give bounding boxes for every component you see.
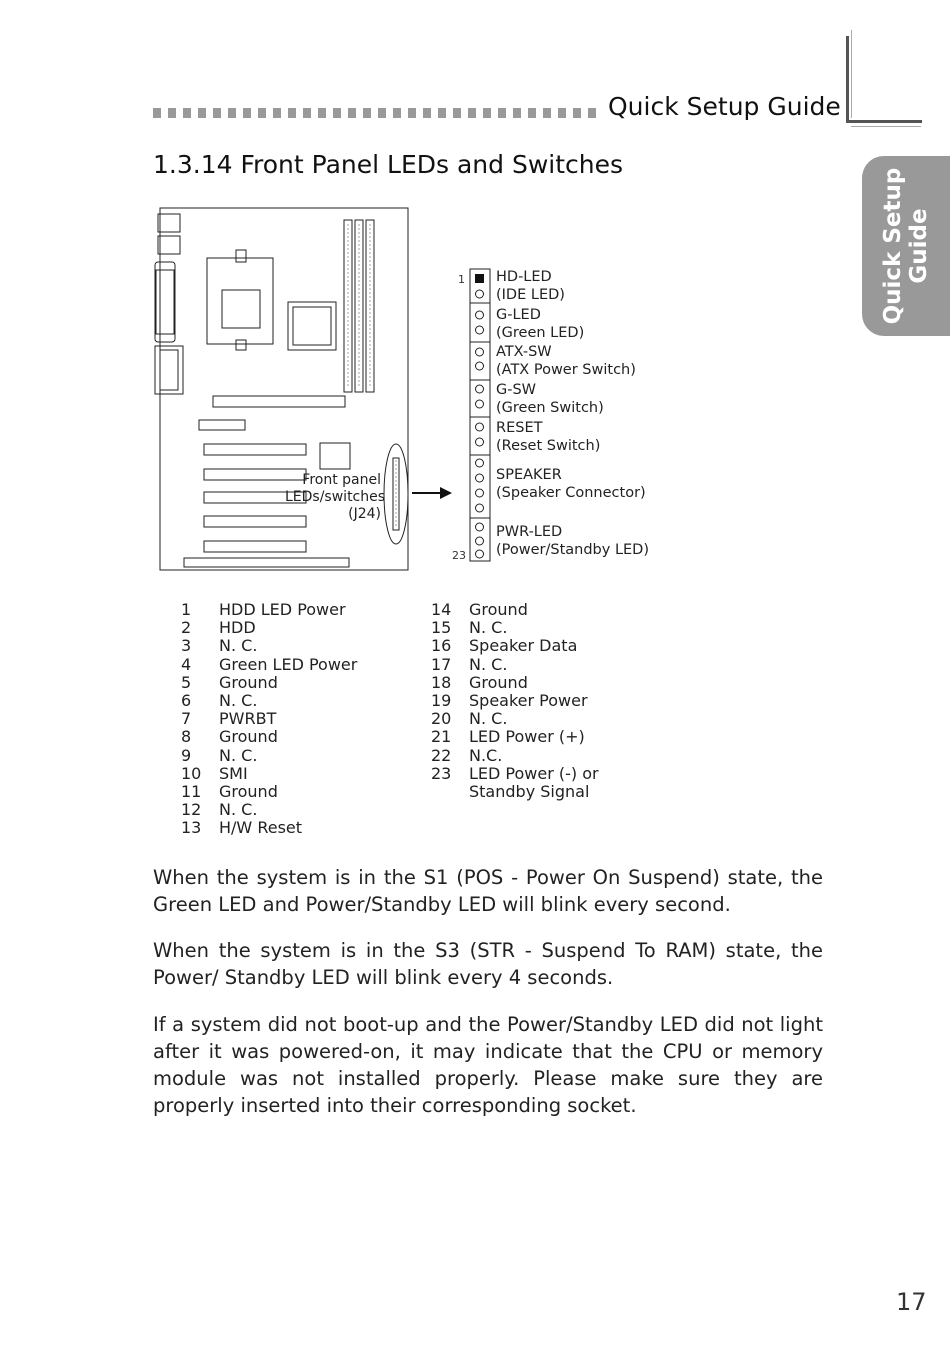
pin-number: 1: [181, 600, 192, 619]
list-item: [431, 692, 599, 710]
pin-number: 3: [181, 636, 192, 656]
list-item: [431, 674, 599, 692]
pin-list-right: [431, 601, 599, 801]
group-name: G-SW: [496, 382, 537, 398]
pin-number: 9: [181, 745, 192, 765]
group-name: G-LED: [496, 307, 541, 323]
pin-label: N. C.: [219, 800, 258, 820]
corner-mark: [851, 30, 852, 118]
side-tab-line2: Guide: [906, 208, 932, 284]
group-g-sw: [496, 381, 604, 417]
list-item: [181, 801, 357, 819]
j24-connector: [465, 265, 495, 565]
pin-label: SMI: [219, 763, 248, 783]
pin-number: 19: [431, 691, 452, 711]
corner-mark: [846, 36, 849, 122]
pin-number: 8: [181, 727, 192, 747]
callout-line2: LEDs/switches: [285, 489, 386, 505]
list-item: [431, 765, 599, 783]
list-item: [431, 710, 599, 728]
pin-number: 4: [181, 654, 192, 674]
section-title: 1.3.14 Front Panel LEDs and Switches: [153, 150, 624, 179]
body-paragraph: When the system is in the S3 (STR - Suspend To RAM) state, the Power/ Standby LED will blink every 4 seconds.: [153, 939, 823, 989]
pin-label: N. C.: [219, 636, 258, 656]
callout-label: [285, 472, 386, 523]
chapter-side-tab-label: [880, 168, 932, 325]
pin-number: 22: [431, 745, 452, 765]
group-desc: (Power/Standby LED): [496, 542, 650, 558]
pin-label: Ground: [469, 600, 528, 619]
pin-label: PWRBT: [219, 709, 277, 729]
group-g-led: [496, 306, 584, 342]
side-tab-line1: Quick Setup: [880, 167, 906, 325]
pin-number: 13: [181, 818, 202, 838]
pin-number: 14: [431, 600, 452, 619]
pin-label: LED Power (-) or: [469, 763, 599, 783]
list-item: [181, 819, 357, 837]
header-dots-rule: [153, 108, 597, 118]
pin-label: N. C.: [469, 618, 508, 638]
pin-label: N. C.: [469, 709, 508, 729]
group-name: RESET: [496, 420, 543, 436]
list-item: [181, 728, 357, 746]
group-desc: (Reset Switch): [496, 438, 601, 454]
body-paragraph: When the system is in the S1 (POS - Power On Suspend) state, the Green LED and Power/Standby LED will blink every second.: [153, 866, 823, 916]
pin-number: 10: [181, 763, 202, 783]
list-item: [181, 601, 357, 619]
pin-number: 2: [181, 618, 192, 638]
pin-label: Standby Signal: [469, 782, 590, 802]
pin-number: [431, 783, 469, 801]
list-item: [181, 656, 357, 674]
group-name: ATX-SW: [496, 344, 552, 360]
pin-last-number: 23: [452, 549, 466, 562]
pin-label: HDD LED Power: [219, 600, 346, 619]
group-desc: (IDE LED): [496, 287, 565, 303]
list-item: [181, 674, 357, 692]
callout-line1: Front panel: [302, 472, 381, 488]
corner-mark: [851, 126, 921, 127]
pin-number: 12: [181, 800, 202, 820]
pin-number: 20: [431, 709, 452, 729]
pin-number: 6: [181, 691, 192, 711]
group-name: HD-LED: [496, 269, 552, 285]
pin-number: 23: [431, 763, 452, 783]
list-item: [431, 619, 599, 637]
pin-label: N.C.: [469, 745, 503, 765]
pin-first-number: 1: [458, 273, 465, 286]
corner-mark: [846, 120, 922, 123]
pin-list-left: [181, 601, 357, 838]
pin-number: 17: [431, 654, 452, 674]
pin-label: Ground: [219, 782, 278, 802]
pin-label: N. C.: [469, 654, 508, 674]
pin-label: Ground: [219, 672, 278, 692]
list-item: [181, 637, 357, 655]
body-paragraph: If a system did not boot-up and the Power/Standby LED did not light after it was powered-on, it may indicate that the CPU or memory module was not installed properly. Please make sure they are properly inserted into their corresponding socket.: [153, 1013, 823, 1117]
group-name: SPEAKER: [496, 467, 562, 483]
list-item: [181, 783, 357, 801]
list-item: [181, 710, 357, 728]
pin-label: N. C.: [219, 691, 258, 711]
arrow-right-icon: [410, 484, 455, 502]
pin-number: 21: [431, 727, 452, 747]
list-item: [431, 656, 599, 674]
pin-label: Speaker Power: [469, 691, 588, 711]
pin-label: Ground: [219, 727, 278, 747]
list-item: [431, 747, 599, 765]
motherboard-diagram: [150, 200, 425, 580]
list-item: [181, 692, 357, 710]
pin-label: LED Power (+): [469, 727, 585, 747]
list-item: [181, 765, 357, 783]
list-item: [431, 601, 599, 619]
group-name: PWR-LED: [496, 524, 563, 540]
list-item: [431, 783, 599, 801]
pin-number: 15: [431, 618, 452, 638]
running-header-title: Quick Setup Guide: [608, 92, 841, 121]
group-hd-led: [496, 268, 565, 304]
pin-number: 16: [431, 636, 452, 656]
group-desc: (Green Switch): [496, 400, 604, 416]
page-number: 17: [896, 1288, 927, 1316]
pin-label: Ground: [469, 672, 528, 692]
list-item: [431, 728, 599, 746]
group-pwr-led: [496, 523, 649, 559]
pin-number: 18: [431, 672, 452, 692]
list-item: [181, 747, 357, 765]
group-reset: [496, 419, 600, 455]
group-atx-sw: [496, 343, 636, 379]
callout-line3: (J24): [348, 506, 381, 522]
pin-label: Speaker Data: [469, 636, 578, 656]
group-speaker: [496, 466, 646, 502]
pin-number: 11: [181, 782, 202, 802]
list-item: [431, 637, 599, 655]
group-desc: (ATX Power Switch): [496, 362, 636, 378]
pin-label: H/W Reset: [219, 818, 303, 838]
pin-number: 5: [181, 672, 192, 692]
pin-label: N. C.: [219, 745, 258, 765]
pin-label: Green LED Power: [219, 654, 358, 674]
group-desc: (Speaker Connector): [496, 485, 646, 501]
list-item: [181, 619, 357, 637]
pin-number: 7: [181, 709, 192, 729]
group-desc: (Green LED): [496, 325, 585, 341]
pin-label: HDD: [219, 618, 256, 638]
